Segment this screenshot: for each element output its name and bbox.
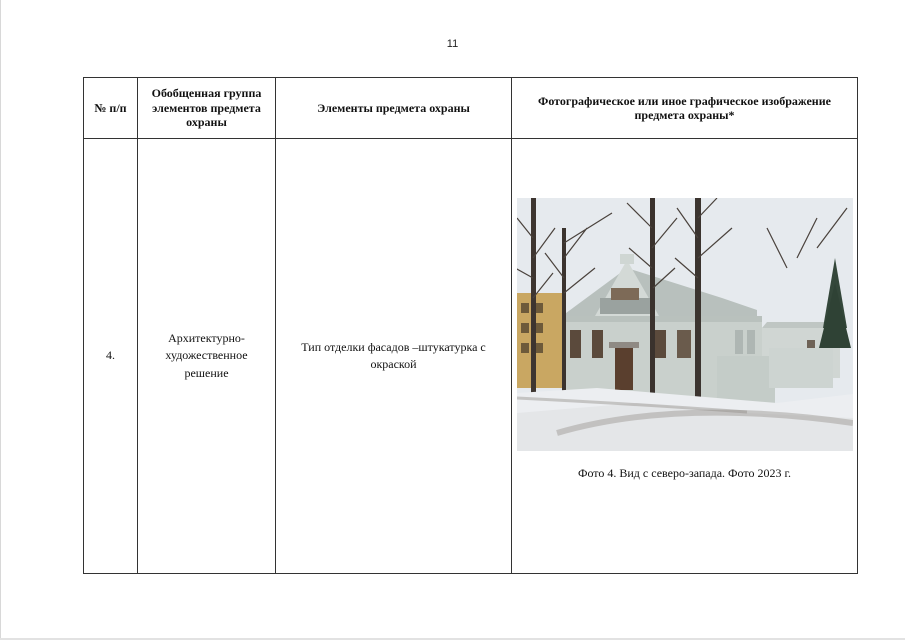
table-header-row — [84, 78, 858, 139]
page-number: 11 — [446, 38, 459, 50]
header-group: Обобщенная группа элементов предмета охраны — [138, 78, 276, 139]
building-photo — [517, 198, 853, 451]
row-group-text: Архитектурно-художественное решение — [165, 330, 248, 380]
header-elements: Элементы предмета охраны — [276, 78, 512, 139]
row-element — [276, 139, 512, 574]
row-number: 4. — [84, 139, 138, 574]
scan-edge-left — [0, 0, 1, 640]
header-image: Фотографическое или иное графическое изображение предмета охраны* — [512, 78, 858, 139]
row-group — [138, 139, 276, 574]
header-number: № п/п — [84, 78, 138, 139]
table-row — [84, 139, 858, 574]
row-element-text: Тип отделки фасадов –штукатурка с окраской — [301, 339, 486, 371]
row-photo-cell — [512, 139, 858, 574]
photo-caption: Фото 4. Вид с северо-запада. Фото 2023 г. — [577, 466, 792, 480]
protection-table — [83, 77, 858, 574]
